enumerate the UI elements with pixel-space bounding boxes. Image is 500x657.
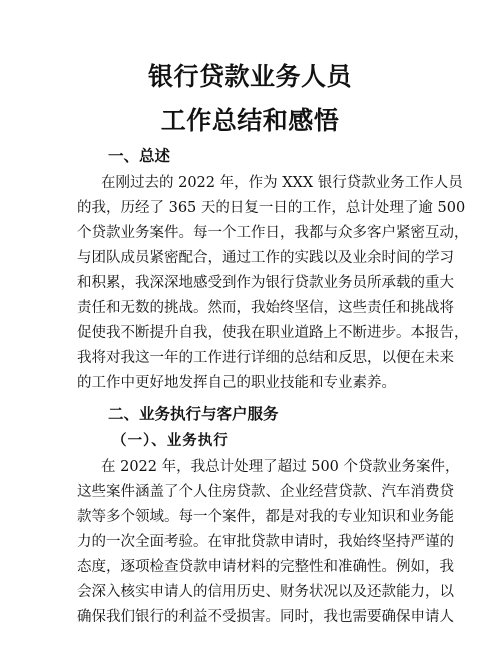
- paragraph-line: 在刚过去的 2022 年，作为 XXX 银行贷款业务工作人员: [101, 175, 463, 191]
- paragraph-line: 与团队成员紧密配合，通过工作的实践以及业余时间的学习: [77, 250, 454, 266]
- document-title-line-1: 银行贷款业务人员: [147, 62, 352, 91]
- paragraph-line: 促使我不断提升自我，使我在职业道路上不断进步。本报告，: [77, 325, 469, 341]
- paragraph-line: 我将对我这一年的工作进行详细的总结和反思，以便在未来: [77, 350, 454, 366]
- paragraph-line: 和积累，我深深地感受到作为银行贷款业务员所承载的重大: [77, 275, 454, 291]
- paragraph-line: 力的一次全面考验。在审批贷款申请时，我始终坚持严谨的: [77, 534, 454, 550]
- paragraph-line: 责任和无数的挑战。然而，我始终坚信，这些责任和挑战将: [77, 300, 454, 316]
- document-title-line-2: 工作总结和感悟: [160, 106, 340, 135]
- paragraph-line: 在 2022 年，我总计处理了超过 500 个贷款业务案件，: [101, 459, 460, 475]
- paragraph-line: 的工作中更好地发挥自己的职业技能和专业素养。: [77, 375, 396, 391]
- paragraph-line: 款等多个领域。每一个案件，都是对我的专业知识和业务能: [77, 509, 454, 525]
- section-2-heading: 二、业务执行与客户服务: [108, 405, 279, 423]
- paragraph-line: 个贷款业务案件。每一个工作日，我都与众多客户紧密互动，: [77, 225, 469, 241]
- paragraph-line: 态度，逐项检查贷款申请材料的完整性和准确性。例如，我: [77, 559, 454, 575]
- section-2-subheading: （一）、业务执行: [112, 433, 229, 449]
- paragraph-line: 的我，历经了 365 天的日复一日的工作，总计处理了逾 500: [77, 200, 466, 216]
- paragraph-line: 这些案件涵盖了个人住房贷款、企业经营贷款、汽车消费贷: [77, 484, 454, 500]
- section-1-heading: 一、总述: [108, 147, 171, 165]
- paragraph-line: 确保我们银行的利益不受损害。同时，我也需要确保申请人: [77, 609, 454, 625]
- paragraph-line: 会深入核实申请人的信用历史、财务状况以及还款能力，以: [77, 584, 454, 600]
